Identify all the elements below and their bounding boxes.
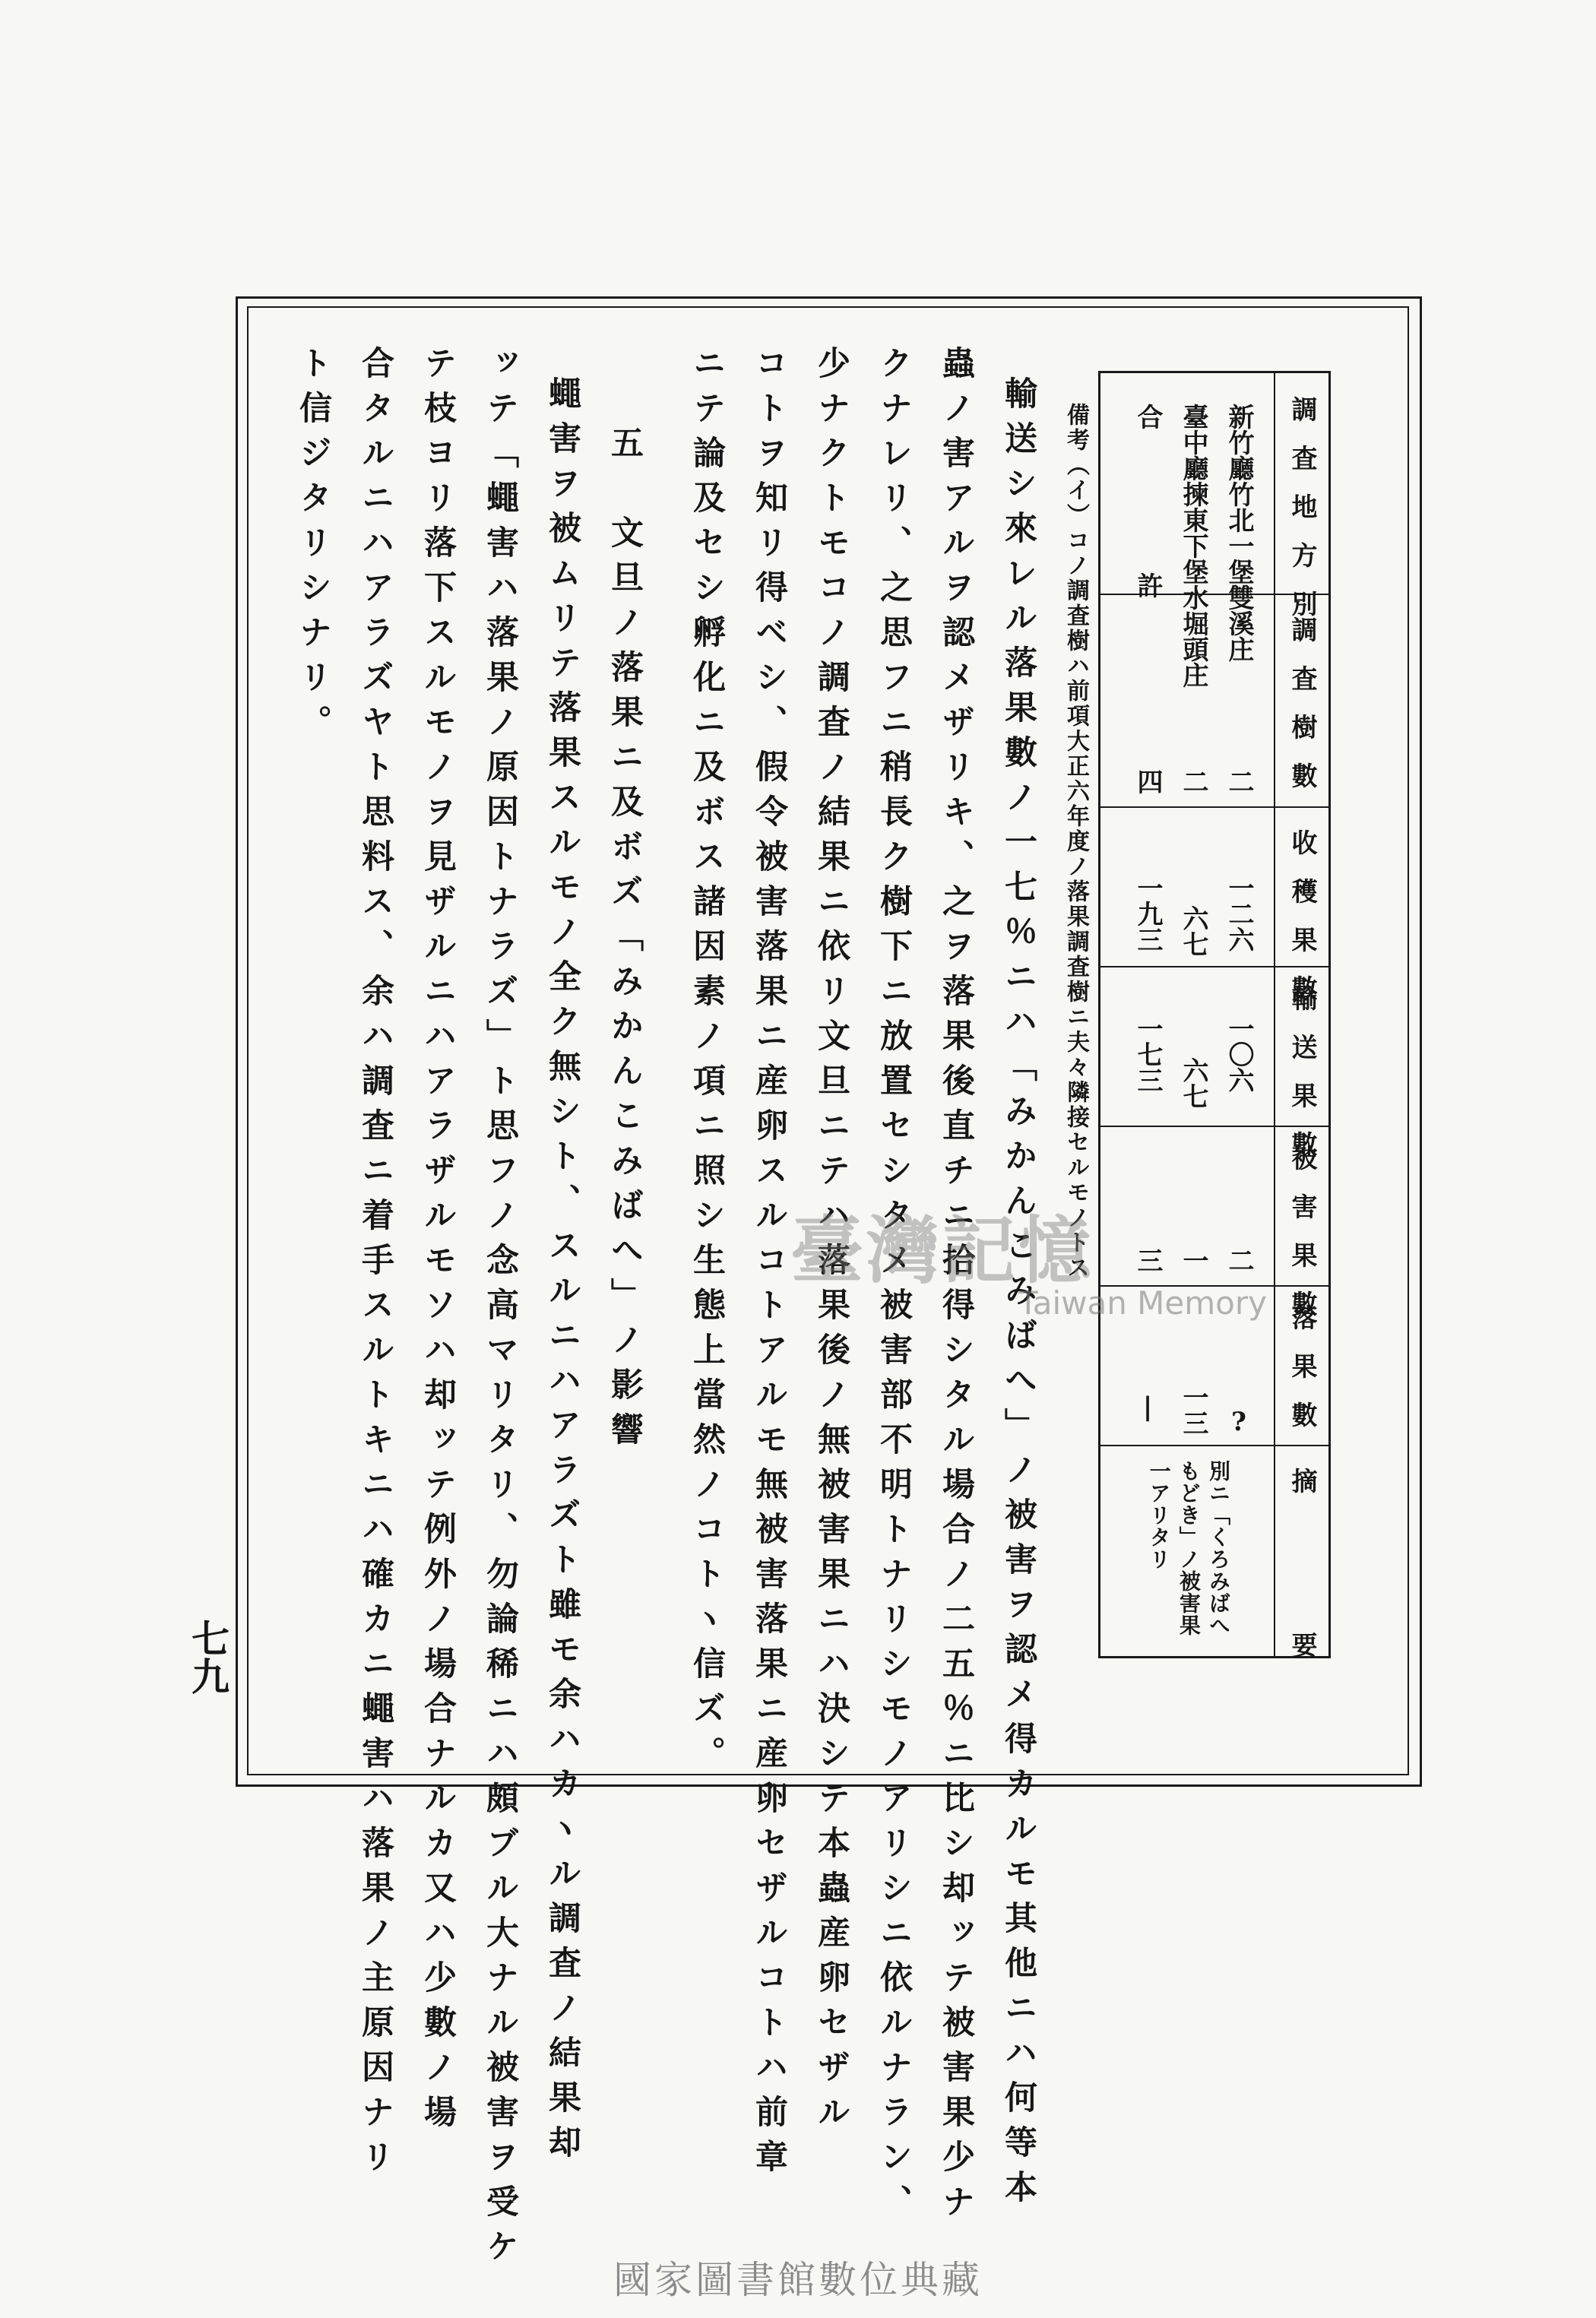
body-column-9: ッテ「蠅害ハ落果ノ原因トナラズ」ト思フノ念高マリタリ、勿論稀ニハ頗ブル大ナル被害ヲ受ケ [481, 346, 519, 2274]
table-row-2-remark: 別ニ「くろみばへもどき」ノ被害果一アリタリ [1146, 1460, 1231, 1636]
table-row-2-harvested: 六七 [1178, 905, 1208, 957]
header-remarks: 摘 要 [1287, 1468, 1317, 1673]
watermark-logo-text: Taiwan Memory [1018, 1284, 1267, 1322]
table-divider-vertical [1274, 373, 1275, 1656]
table-row-3-trees: 四 [1132, 768, 1163, 794]
table-note [1064, 403, 1087, 1281]
header-harvested: 收穫果數 [1287, 829, 1317, 1024]
header-survey-area: 調査地方別 [1287, 396, 1317, 639]
body-column-11: 合タルニハアラズヤト思料ス、余ハ調査ニ着手スルトキニハ確カニ蠅害ハ落果ノ主原因ナリ [356, 346, 394, 2184]
table-row-2-shipped: 六七 [1178, 1057, 1208, 1109]
table-row-1-dropped: ? [1224, 1407, 1254, 1437]
table-row-1-damaged: 二 [1224, 1247, 1254, 1273]
survey-table [1098, 371, 1331, 1673]
table-row-3-harvested: 一九三 [1132, 875, 1163, 952]
body-column-6: ニテ論及セシ孵化ニ及ボス諸因素ノ項ニ照シ生態上當然ノコトヽ信ズ。 [688, 346, 726, 1781]
table-row-1-area: 新竹廳竹北一堡雙溪庄 [1224, 404, 1254, 662]
table-row-1-harvested: 一二六 [1224, 875, 1254, 952]
table-row-3-dropped: | [1132, 1392, 1163, 1422]
table-note-label: 備考（イ） [1062, 403, 1089, 528]
table-row-3-damaged: 三 [1132, 1247, 1163, 1273]
table-row-2-trees: 二 [1178, 768, 1208, 794]
body-column-8: 蠅害ヲ被ムリテ落果スルモノ全ク無シト、スルニハアラズト雖モ余ハカヽル調査ノ結果却 [543, 376, 581, 2170]
header-dropped: 落果數 [1287, 1304, 1317, 1450]
footer-credit: 國家圖書館數位典藏 [613, 2258, 983, 2302]
table-row-1-shipped: 一〇六 [1224, 1015, 1254, 1093]
header-trees-surveyed: 調査樹數 [1287, 616, 1317, 811]
table-row-3-area: 合 許 [1132, 404, 1163, 629]
table-row-1-trees: 二 [1224, 768, 1254, 794]
body-column-5: コトヲ知リ得ベシ、假令被害落果ニ産卵スルコトアルモ無被害落果ニ産卵セザルコトハ前章 [750, 346, 788, 2184]
table-note-text: コノ調査樹ハ前項大正六年度ノ落果調査樹ニ夫々隣接セルモノトス [1062, 528, 1089, 1281]
header-damaged: 被害果數 [1287, 1145, 1317, 1339]
table-row-3-shipped: 一七三 [1132, 1015, 1163, 1093]
table-row-2-dropped: 一三 [1178, 1384, 1208, 1436]
header-shipped: 輸送果數 [1287, 985, 1317, 1180]
body-column-4: 少ナクトモコノ調査ノ結果ニ依リ文旦ニテハ落果後ノ無被害果ニハ決シテ本蟲産卵セザル [812, 346, 850, 2139]
watermark-logo: 臺灣記憶 [790, 1208, 1094, 1294]
table-row-2-area: 臺中廳揀東下堡水堀頭庄 [1178, 404, 1208, 688]
table-row-2-damaged: 一 [1178, 1247, 1208, 1273]
page-number: 七九 [185, 1619, 230, 1695]
body-column-1: 輸送シ來レル落果數ノ一七％ニハ「みかんこみばへ」ノ被害ヲ認メ得カルモ其他ニハ何等本 [999, 376, 1037, 2215]
body-column-12: ト信ジタリシナリ。 [294, 346, 332, 749]
body-column-10: テ枝ヨリ落下スルモノヲ見ザルニハアラザルモソハ却ッテ例外ノ場合ナルカ又ハ少數ノ場 [419, 346, 457, 2139]
body-column-2: 蟲ノ害アルヲ認メザリキ、之ヲ落果後直チニ拾得シタル場合ノ二五％ニ比シ却ッテ被害果少ナ [937, 346, 975, 2229]
body-column-3: クナレリ、之思フニ稍長ク樹下ニ放置セシタメ被害部不明トナリシモノアリシニ依ルナラン、 [875, 346, 913, 2229]
section-heading: 五 文旦ノ落果ニ及ボズ「みかんこみばへ」ノ影響 [606, 426, 644, 1457]
